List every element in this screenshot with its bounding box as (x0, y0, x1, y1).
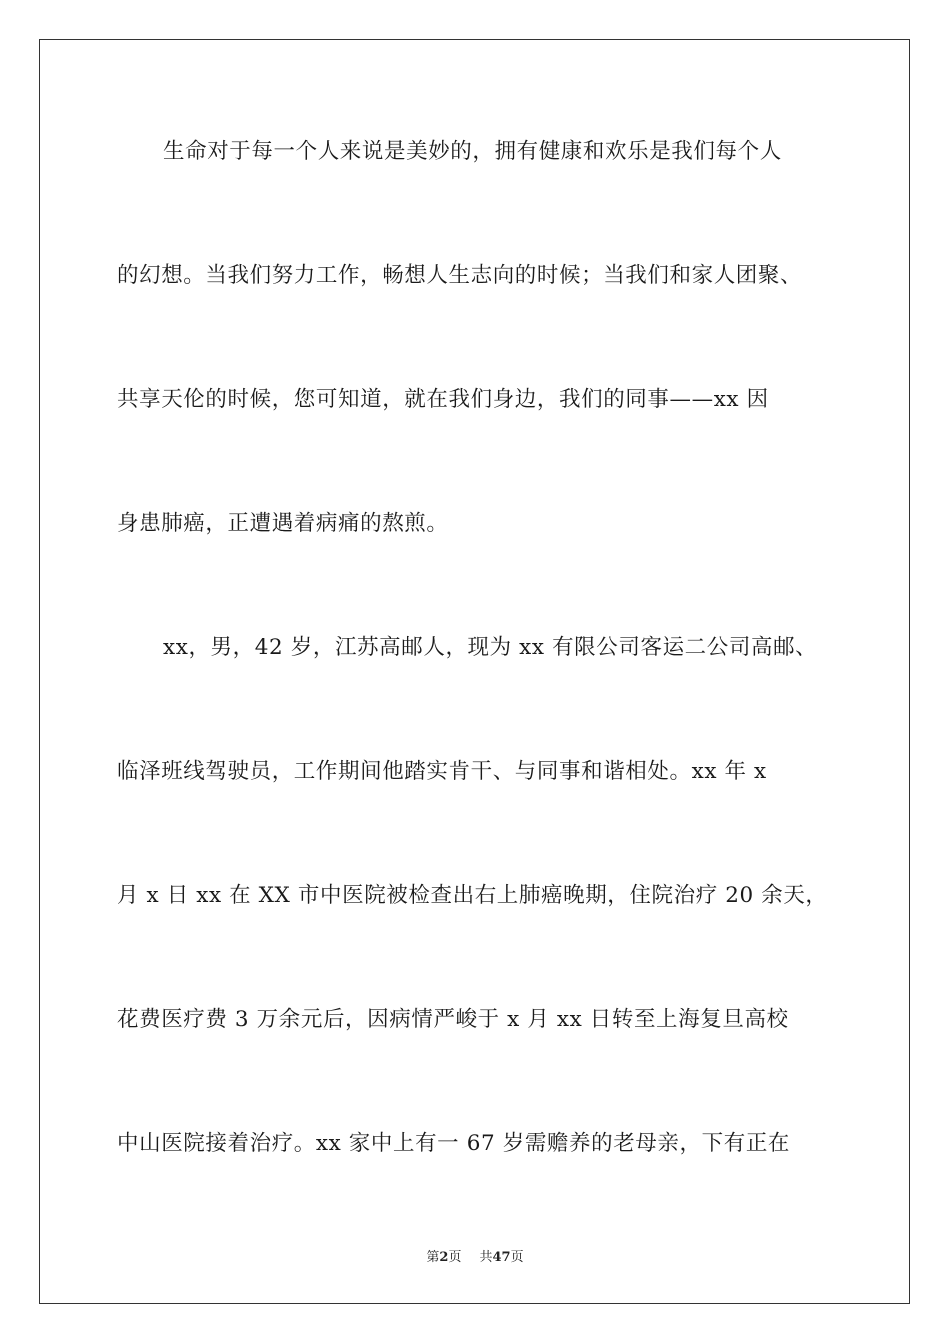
text-line: 花费医疗费 3 万余元后，因病情严峻于 x 月 xx 日转至上海复旦高校 (117, 1007, 789, 1032)
text-line: 月 x 日 xx 在 XX 市中医院被检查出右上肺癌晚期，住院治疗 20 余天， (117, 883, 828, 908)
total-pages: 47 (492, 1250, 511, 1265)
page-prefix: 第 (426, 1250, 440, 1265)
page-border (39, 39, 910, 1304)
text-line: 共享天伦的时候，您可知道，就在我们身边，我们的同事——xx 因 (117, 387, 769, 412)
page-suffix: 页 (448, 1250, 462, 1265)
page-number: 2 (439, 1250, 449, 1265)
text-line: 临泽班线驾驶员，工作期间他踏实肯干、与同事和谐相处。xx 年 x (117, 759, 767, 784)
text-line: 身患肺癌，正遭遇着病痛的熬煎。 (117, 511, 449, 536)
text-line: 中山医院接着治疗。xx 家中上有一 67 岁需赡养的老母亲，下有正在 (117, 1131, 791, 1156)
text-line: 的幻想。当我们努力工作，畅想人生志向的时候；当我们和家人团聚、 (117, 263, 803, 288)
total-prefix: 共 (479, 1250, 493, 1265)
total-suffix: 页 (510, 1250, 524, 1265)
text-line: 生命对于每一个人来说是美妙的，拥有健康和欢乐是我们每个人 (163, 139, 782, 164)
page-footer (0, 1246, 950, 1265)
text-line: xx，男，42 岁，江苏高邮人，现为 xx 有限公司客运二公司高邮、 (163, 635, 818, 660)
